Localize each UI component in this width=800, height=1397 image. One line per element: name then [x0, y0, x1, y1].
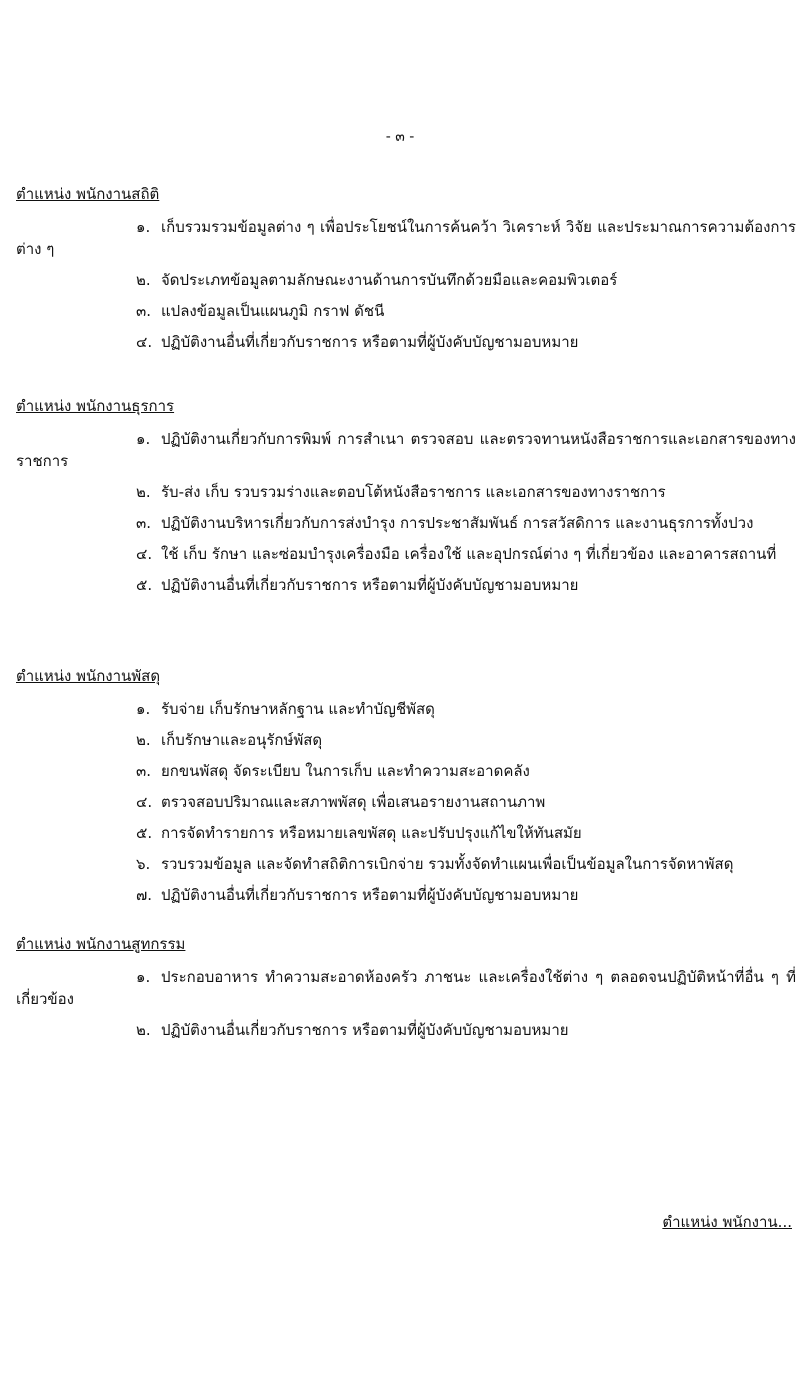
item-number: ๑.	[136, 218, 151, 236]
list-item	[16, 791, 796, 813]
item-text: ปฏิบัติงานบริหารเกี่ยวกับการส่งบำรุง การประชาสัมพันธ์ การสวัสดิการ และงานธุรการทั้งปวง	[161, 514, 754, 532]
section-supplies-staff	[16, 664, 796, 915]
list-item	[16, 543, 796, 565]
list-item	[16, 698, 796, 720]
item-number: ๗.	[136, 886, 153, 904]
item-number: ๑.	[136, 968, 151, 986]
item-text: ปฏิบัติงานอื่นที่เกี่ยวกับราชการ หรือตามที่ผู้บังคับบัญชามอบหมาย	[161, 886, 579, 904]
item-text: รวบรวมข้อมูล และจัดทำสถิติการเบิกจ่าย รวมทั้งจัดทำแผนเพื่อเป็นข้อมูลในการจัดหาพัสดุ	[161, 855, 734, 873]
item-text: ประกอบอาหาร ทำความสะอาดห้องครัว ภาชนะ และเครื่องใช้ต่าง ๆ ตลอดจนปฏิบัติหน้าที่อื่น ๆ ที่เกี่ยวข้อง	[16, 968, 796, 1008]
list-item	[16, 853, 796, 875]
item-text: จัดประเภทข้อมูลตามลักษณะงานด้านการบันทึกด้วยมือและคอมพิวเตอร์	[161, 271, 618, 289]
section-cook-staff	[16, 932, 796, 1050]
list-item	[16, 966, 796, 1010]
item-number: ๖.	[136, 855, 151, 873]
item-number: ๒.	[136, 731, 151, 749]
section-heading: ตำแหน่ง พนักงานธุรการ	[16, 397, 175, 415]
list-item	[16, 216, 796, 260]
list-item	[16, 574, 796, 596]
item-number: ๒.	[136, 271, 151, 289]
item-number: ๓.	[136, 762, 152, 780]
list-item	[16, 512, 796, 534]
list-item	[16, 481, 796, 503]
item-number: ๒.	[136, 1021, 151, 1039]
list-item	[16, 331, 796, 353]
list-item	[16, 1019, 796, 1041]
section-statistics-staff	[16, 182, 796, 362]
item-text: ปฏิบัติงานอื่นที่เกี่ยวกับราชการ หรือตามที่ผู้บังคับบัญชามอบหมาย	[161, 576, 579, 594]
item-text: ตรวจสอบปริมาณและสภาพพัสดุ เพื่อเสนอรายงานสถานภาพ	[161, 793, 546, 811]
section-clerical-staff	[16, 394, 796, 605]
item-number: ๕.	[136, 824, 153, 842]
continued-on-next-page: ตำแหน่ง พนักงาน...	[662, 1213, 792, 1231]
list-item	[16, 884, 796, 906]
list-item	[16, 822, 796, 844]
item-number: ๓.	[136, 514, 152, 532]
item-text: ปฏิบัติงานเกี่ยวกับการพิมพ์ การสำเนา ตรวจสอบ และตรวจทานหนังสือราชการและเอกสารของทางราชการ	[16, 430, 796, 470]
item-number: ๕.	[136, 576, 153, 594]
list-item	[16, 269, 796, 291]
list-item	[16, 760, 796, 782]
item-number: ๔.	[136, 333, 153, 351]
item-number: ๑.	[136, 700, 151, 718]
section-heading: ตำแหน่ง พนักงานสถิติ	[16, 185, 160, 203]
page-number: - ๓ -	[385, 129, 415, 145]
item-number: ๒.	[136, 483, 151, 501]
list-item	[16, 729, 796, 751]
item-number: ๓.	[136, 302, 152, 320]
item-text: ปฏิบัติงานอื่นเกี่ยวกับราชการ หรือตามที่ผู้บังคับบัญชามอบหมาย	[161, 1021, 569, 1039]
item-text: ปฏิบัติงานอื่นที่เกี่ยวกับราชการ หรือตามที่ผู้บังคับบัญชามอบหมาย	[161, 333, 579, 351]
item-number: ๑.	[136, 430, 151, 448]
item-text: เก็บรวมรวมข้อมูลต่าง ๆ เพื่อประโยชน์ในการค้นคว้า วิเคราะห์ วิจัย และประมาณการความต้องการต่าง ๆ	[16, 218, 796, 258]
item-text: การจัดทำรายการ หรือหมายเลขพัสดุ และปรับปรุงแก้ไขให้ทันสมัย	[161, 824, 582, 842]
item-text: เก็บรักษาและอนุรักษ์พัสดุ	[161, 731, 323, 749]
item-number: ๔.	[136, 545, 153, 563]
list-item	[16, 300, 796, 322]
item-number: ๔.	[136, 793, 153, 811]
section-heading: ตำแหน่ง พนักงานพัสดุ	[16, 667, 161, 685]
item-text: ใช้ เก็บ รักษา และซ่อมบำรุงเครื่องมือ เครื่องใช้ และอุปกรณ์ต่าง ๆ ที่เกี่ยวข้อง และอาคารสถานที่	[161, 545, 777, 563]
item-text: ยกขนพัสดุ จัดระเบียบ ในการเก็บ และทำความสะอาดคลัง	[161, 762, 530, 780]
section-heading: ตำแหน่ง พนักงานสูทกรรม	[16, 935, 186, 953]
item-text: รับจ่าย เก็บรักษาหลักฐาน และทำบัญชีพัสดุ	[161, 700, 435, 718]
list-item	[16, 428, 796, 472]
item-text: รับ-ส่ง เก็บ รวบรวมร่างและตอบโต้หนังสือราชการ และเอกสารของทางราชการ	[161, 483, 666, 501]
item-text: แปลงข้อมูลเป็นแผนภูมิ กราฟ ดัชนี	[161, 302, 385, 320]
